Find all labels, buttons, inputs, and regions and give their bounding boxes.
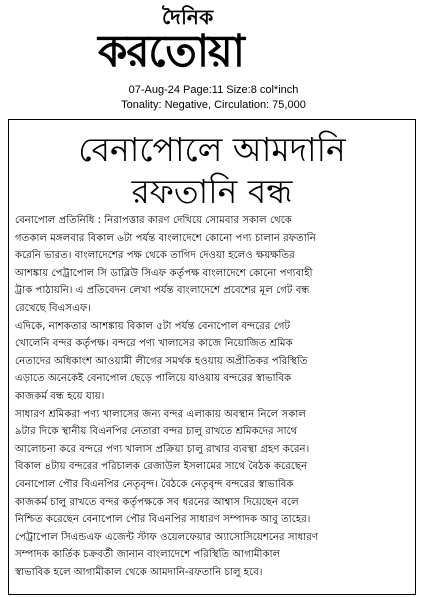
body-line: এদিকে, নাশকতার আশঙ্কায় বিকাল ৫টা পর্যন্ত বেনাপোল বন্দরের গেট bbox=[15, 320, 291, 332]
masthead-top-text: দৈনিক bbox=[162, 5, 214, 29]
body-line: বেনাপোল পৌর বিএনপির নেতৃবৃন্দ। বৈঠকে নেতৃবৃন্দ বন্দরের স্বাভাবিক bbox=[15, 478, 294, 490]
body-line: কাজকর্ম চালু রাখতে বন্দর কর্তৃপক্ষকে সব ধরনের আশ্বাস দিয়েছেন বলে bbox=[15, 496, 299, 508]
body-line: সাধারণ শ্রমিকরা পণ্য খালাসের জন্য বন্দর এলাকায় অবস্থান নিলে সকাল bbox=[15, 408, 306, 420]
body-line: বেনাপোল প্রতিনিধি : নিরাপত্তার কারণ দেখিয়ে সোমবার সকাল থেকে bbox=[15, 215, 292, 226]
clip-tonality-circulation: Tonality: Negative, Circulation: 75,000 bbox=[121, 99, 306, 111]
body-line: ৯টার দিকে স্থানীয় বিএনপির নেতারা বন্দর চালু রাখতে শ্রমিকদের সাথে bbox=[15, 426, 298, 438]
headline-line-2: রফতানি বন্ধ bbox=[131, 172, 293, 211]
body-line: করেনি ভারত। বাংলাদেশের পক্ষ থেকে তাগিদ দেওয়া হলেও ক্ষয়ক্ষতির bbox=[15, 250, 295, 262]
article-clipping bbox=[8, 119, 416, 595]
body-line: আলোচনা করে বন্দরে পণ্য খালাস প্রক্রিয়া চালু রাখার ব্যবস্থা গ্রহণ করেন। bbox=[15, 443, 310, 455]
article-body bbox=[15, 212, 411, 581]
body-line: খোলেনি বন্দর কর্তৃপক্ষ। বন্দরে পণ্য খালাসের কাজে নিয়োজিত শ্রমিক bbox=[15, 338, 293, 350]
body-line: রেখেছে বিএসএফ। bbox=[15, 302, 91, 314]
body-line: কাজকর্ম বন্ধ হয়ে যায়। bbox=[15, 390, 105, 402]
clip-date-page-info: 07-Aug-24 Page:11 Size:8 col*inch bbox=[128, 84, 299, 96]
body-line: আশঙ্কায় পেট্রাপোল সি ডাব্লিউ সিএফ কর্তৃপক্ষ বাংলাদেশে কোনো পণ্যবাহী bbox=[15, 267, 313, 279]
body-line: পেট্রাপোল সিএন্ডএফ এজেন্ট স্টাফ ওয়েলফেয়ার অ্যাসোসিয়েশনের সাধারণ bbox=[15, 531, 319, 543]
body-line: এড়াতে অনেকেই বেনাপোল ছেড়ে পালিয়ে যাওয়ায় বন্দরের স্বাভাবিক bbox=[15, 373, 292, 385]
headline-line-1: বেনাপোলে আমদানি bbox=[78, 130, 346, 169]
body-line: ট্রাক পাঠায়নি। এ প্রতিবেদন লেখা পর্যন্ত বাংলাদেশে প্রবেশের মূল গেট বন্ধ bbox=[15, 285, 310, 297]
masthead-main-text: করতোয়া bbox=[98, 24, 244, 77]
body-line: বিকাল ৪টায় বন্দরের পরিচালক রেজাউল ইসলামের সাথে বৈঠক করেছেন bbox=[15, 461, 308, 473]
body-line: গতকাল মঙ্গলবার বিকাল ৬টা পর্যন্ত বাংলাদেশে কোনো পণ্য চালান রফতানি bbox=[15, 232, 316, 244]
body-line: স্বাভাবিক হলে আগামীকাল থেকে আমদানি-রফতানি চালু হবে। bbox=[15, 566, 263, 578]
newspaper-masthead bbox=[0, 4, 427, 78]
body-line: নেতাদের অধিকাংশ আওয়ামী লীগের সমর্থক হওয়ায় অপ্রীতিকর পরিস্থিতি bbox=[15, 355, 308, 367]
body-line: নিশ্চিত করেছেন বেনাপোল পৌর বিএনপির সাধারণ সম্পাদক আবু তাহের। bbox=[15, 514, 311, 526]
body-line: সম্পাদক কার্তিক চক্রবর্তী জানান বাংলাদেশে পরিস্থিতি আগামীকাল bbox=[15, 549, 281, 561]
